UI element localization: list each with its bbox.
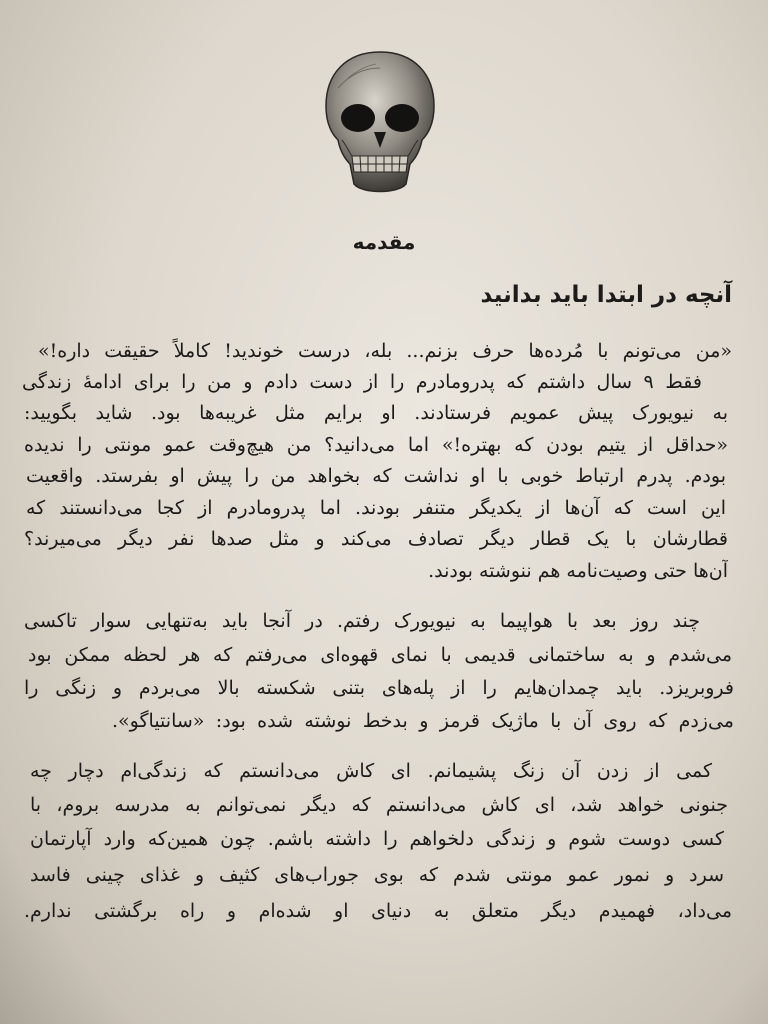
- text-line: آن‌ها حتی وصیت‌نامه هم ننوشته بودند.: [428, 560, 728, 582]
- skull-illustration: [318, 48, 442, 198]
- text-line: «من می‌تونم با مُرده‌ها حرف بزنم... بله، درست خوندید! کاملاً حقیقت داره!»: [38, 340, 732, 362]
- text-line: سرد و نمور عمو مونتی شدم که بوی جوراب‌های کثیف و غذای چینی فاسد: [30, 864, 724, 886]
- text-line: کسی دوست شوم و زندگی دلخواهم را داشته باشم. چون همین‌که وارد آپارتمان: [30, 828, 724, 850]
- text-line: فقط ۹ سال داشتم که پدرومادرم را از دست دادم و من را برای ادامهٔ زندگی: [22, 371, 702, 393]
- text-line: می‌شدم و به ساختمانی قدیمی با نمای قهوه‌ای می‌رفتم که هر لحظه ممکن بود: [28, 644, 732, 666]
- text-line: جنونی خواهد شد، ای کاش می‌دانستم که دیگر نمی‌توانم به مدرسه بروم، با: [30, 794, 728, 816]
- text-line: کمی از زدن آن زنگ پشیمانم. ای کاش می‌دانستم که زندگی‌ام دچار چه: [30, 760, 712, 782]
- section-title: آنچه در ابتدا باید بدانید: [480, 282, 732, 308]
- text-line: به نیویورک پیش عمویم فرستادند. او برایم مثل غریبه‌ها بود. شاید بگویید:: [24, 402, 728, 424]
- text-line: می‌زدم که روی آن با ماژیک قرمز و بدخط نوشته شده بود: «سانتیاگو».: [112, 710, 734, 732]
- text-line: چند روز بعد با هواپیما به نیویورک رفتم. در آنجا باید به‌تنهایی سوار تاکسی: [24, 610, 700, 632]
- text-line: بودم. پدرم ارتباط خوبی با او نداشت که بخواهد من را پیش او بفرستد. واقعیت: [26, 465, 726, 487]
- text-line: «حداقل از یتیم بودن که بهتره!» اما می‌دانید؟ من هیچ‌وقت عمو مونتی را ندیده: [24, 434, 728, 456]
- text-line: می‌داد، فهمیدم دیگر متعلق به دنیای او شده‌ام و راه برگشتی ندارم.: [24, 900, 732, 922]
- text-line: فروبریزد. باید چمدان‌هایم را از پله‌های بتنی شکسته بالا می‌بردم و زنگی را: [24, 677, 734, 699]
- text-line: این است که آن‌ها از یکدیگر متنفر بودند. اما پدرومادرم از کجا می‌دانستند که: [26, 497, 726, 519]
- chapter-title: مقدمه: [352, 230, 416, 254]
- text-line: قطارشان با یک قطار دیگر تصادف می‌کند و مثل صدها نفر دیگر می‌میرند؟: [24, 528, 728, 550]
